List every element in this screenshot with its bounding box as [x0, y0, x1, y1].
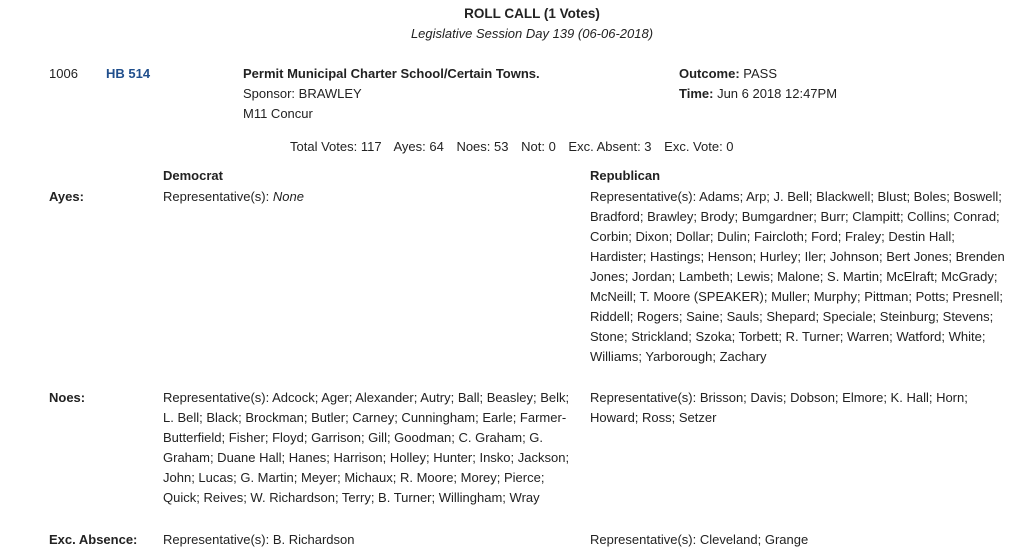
bill-link[interactable]: HB 514	[106, 66, 151, 81]
roll-call-number: 1006	[49, 66, 78, 81]
page-title: ROLL CALL (1 Votes)	[464, 6, 600, 21]
vote-totals	[290, 139, 734, 154]
outcome-label: Outcome:	[679, 66, 740, 81]
vote-time	[679, 86, 837, 101]
ayes-republican: Representative(s): Adams; Arp; J. Bell; Blackwell; Blust; Boles; Boswell; Bradford; Brawley; Brody; Bumgardner; Burr; Clampitt; Collins; Conrad; Corbin; Dixon; Dollar; Dulin; Faircloth; Ford; Fraley; Destin Hall; Hardister; Hastings; Henson; Hurley; Iler; Johnson; Bert Jones; Brenden Jones; Jordan; Lambeth; Lewis; Malone; S. Martin; McElraft; McGrady; McNeill; T. Moore (SPEAKER); Muller; Murphy; Pittman; Potts; Presnell; Riddell; Rogers; Saine; Sauls; Shepard; Speciale; Steinburg; Stevens; Stone; Strickland; Szoka; Torbett; R. Turner; Warren; Watford; White; Williams; Yarborough; Zachary	[590, 189, 1005, 364]
outcome-value: PASS	[743, 66, 778, 81]
exc-absent-count: Exc. Absent: 3	[568, 139, 652, 154]
bill-sponsor: Sponsor: BRAWLEY	[243, 86, 362, 101]
ayes-democrat-none: None	[272, 189, 304, 204]
time-value: Jun 6 2018 12:47PM	[717, 86, 838, 101]
bill-title: Permit Municipal Charter School/Certain Towns.	[243, 66, 540, 81]
time-label: Time:	[679, 86, 714, 101]
row-label-exc-absence: Exc. Absence:	[49, 532, 138, 547]
row-label-ayes: Ayes:	[49, 189, 84, 204]
row-label-noes: Noes:	[49, 390, 86, 405]
outcome	[679, 66, 777, 81]
total-votes: Total Votes: 117	[290, 139, 382, 154]
party-header-republican: Republican	[590, 168, 661, 183]
ayes-democrat-prefix: Representative(s):	[163, 189, 270, 204]
session-subtitle: Legislative Session Day 139 (06-06-2018)	[410, 26, 654, 41]
not-count: Not: 0	[521, 139, 556, 154]
exc-absence-democrat: Representative(s): B. Richardson	[163, 532, 355, 547]
noes-count: Noes: 53	[456, 139, 509, 154]
ayes-democrat	[163, 187, 583, 207]
noes-democrat: Representative(s): Adcock; Ager; Alexander; Autry; Ball; Beasley; Belk; L. Bell; Black; Brockman; Butler; Carney; Cunningham; Earle; Farmer-Butterfield; Fisher; Floyd; Garrison; Gill; Goodman; C. Graham; G. Graham; Duane Hall; Hanes; Harrison; Holley; Hunter; Insko; Jackson; John; Lucas; G. Martin; Meyer; Michaux; R. Moore; Morey; Pierce; Quick; Reives; W. Richardson; Terry; B. Turner; Willingham; Wray	[163, 390, 570, 505]
ayes-count: Ayes: 64	[393, 139, 444, 154]
party-header-democrat: Democrat	[163, 168, 223, 183]
noes-republican: Representative(s): Brisson; Davis; Dobson; Elmore; K. Hall; Horn; Howard; Ross; Setzer	[590, 390, 968, 425]
exc-vote-count: Exc. Vote: 0	[664, 139, 734, 154]
bill-action: M11 Concur	[243, 106, 313, 121]
exc-absence-republican: Representative(s): Cleveland; Grange	[590, 532, 809, 547]
